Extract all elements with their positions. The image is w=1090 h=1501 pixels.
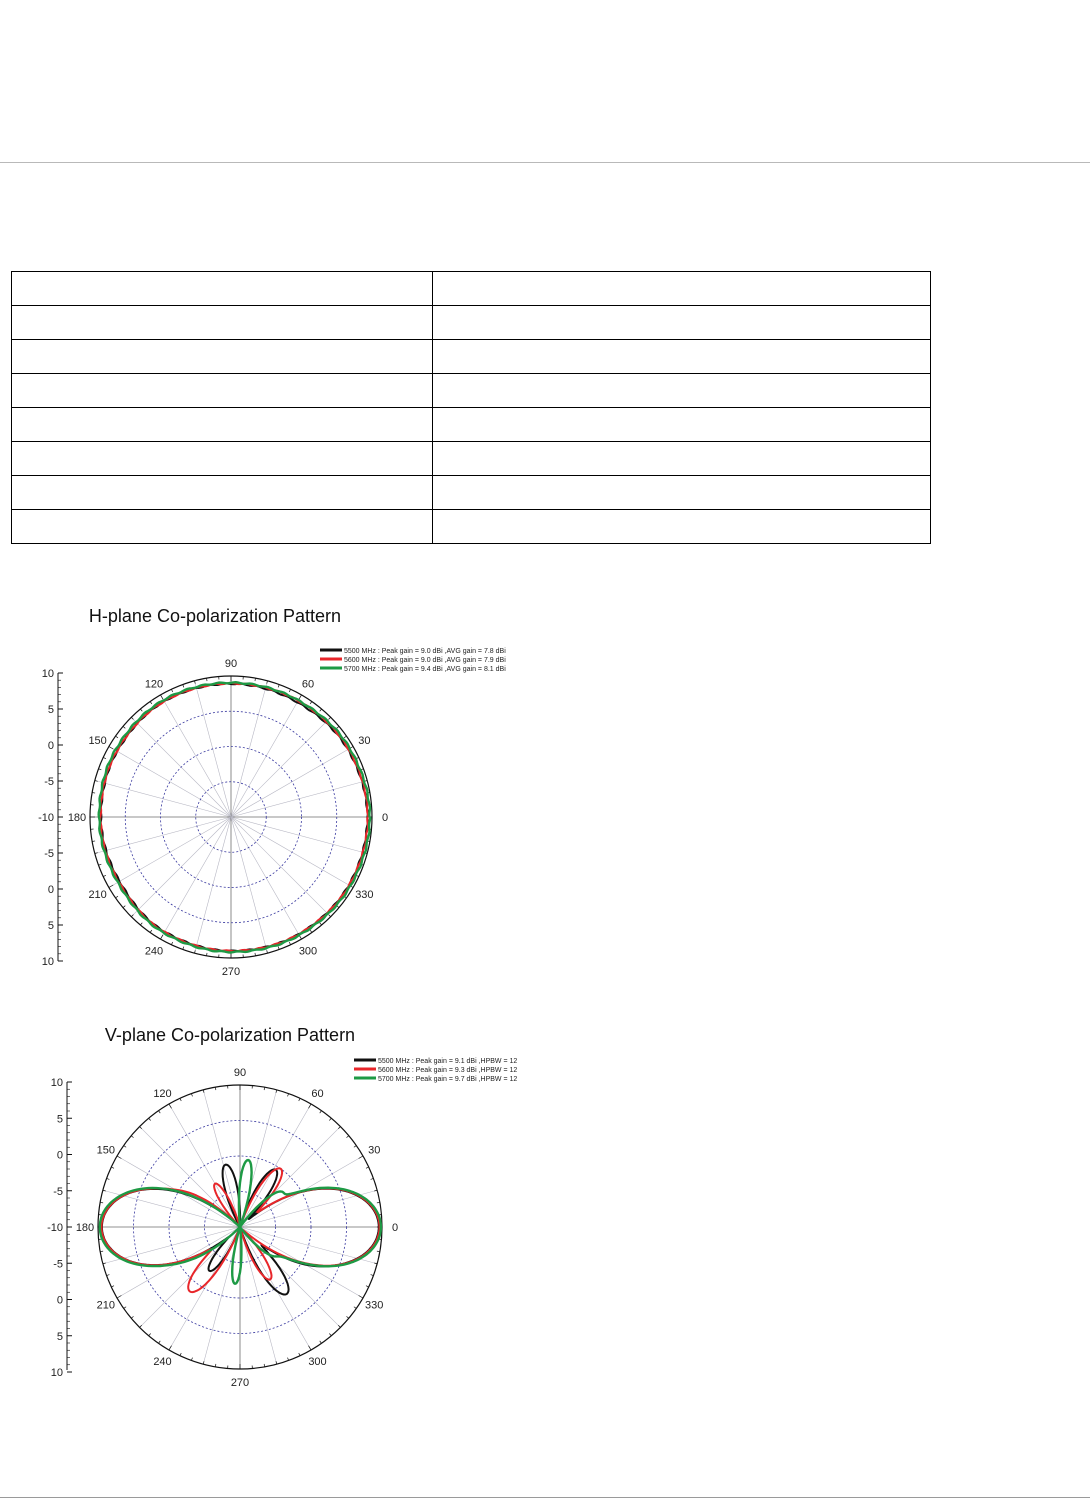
angular-tick-mark: [346, 1316, 348, 1318]
angular-tick-label: 180: [67, 812, 87, 824]
angular-tick-label: 210: [96, 1299, 115, 1312]
radial-tick-label: 10: [41, 956, 54, 968]
angular-tick-mark: [320, 1341, 322, 1343]
chart-title: V-plane Co-polarization Pattern: [104, 1025, 356, 1045]
angular-tick-label: 300: [308, 1356, 327, 1369]
radial-tick-label: 10: [41, 668, 54, 680]
angular-tick-mark: [149, 1118, 151, 1120]
angular-tick-label: 90: [224, 658, 238, 670]
legend-entry: 5500 MHz : Peak gain = 9.0 dBi ,AVG gain = 7.8 dBi: [344, 648, 506, 655]
legend-entry: 5500 MHz : Peak gain = 9.1 dBi ,HPBW = 12: [378, 1058, 518, 1065]
angular-tick-label: 0: [391, 1222, 399, 1234]
angular-tick-mark: [299, 1098, 300, 1101]
angular-tick-mark: [354, 1146, 356, 1148]
angular-tick-mark: [338, 1127, 340, 1129]
angular-tick-mark: [309, 1346, 312, 1350]
angular-tick-label: 210: [88, 889, 107, 901]
radial-tick-label: 10: [50, 1077, 63, 1089]
footer-divider: [0, 1497, 1090, 1498]
angular-tick-mark: [140, 1325, 142, 1327]
angular-tick-mark: [309, 1104, 312, 1108]
series-line-3: [100, 1160, 381, 1284]
angular-tick-mark: [288, 1358, 289, 1361]
radial-tick-label: -5: [44, 776, 54, 788]
angular-tick-mark: [371, 1275, 374, 1276]
angular-tick-label: 60: [301, 678, 315, 691]
radial-tick-label: 5: [56, 1113, 63, 1126]
radial-tick-label: 0: [56, 1294, 63, 1307]
angular-tick-mark: [329, 1118, 331, 1120]
angular-tick-mark: [159, 1111, 161, 1113]
radial-tick-label: 0: [47, 740, 54, 752]
radial-tick-label: 5: [47, 920, 54, 932]
angular-tick-mark: [288, 1094, 289, 1097]
angular-tick-label: 30: [358, 735, 371, 747]
angular-tick-mark: [107, 1178, 110, 1179]
radial-tick-label: 5: [47, 704, 54, 716]
polar-spoke: [240, 1227, 340, 1327]
angular-tick-mark: [131, 1136, 133, 1138]
angular-tick-label: 300: [298, 945, 318, 958]
angular-tick-mark: [124, 1307, 126, 1309]
angular-tick-mark: [180, 1098, 181, 1101]
angular-tick-label: 120: [144, 678, 164, 691]
angular-tick-mark: [299, 1353, 300, 1356]
angular-tick-label: 330: [355, 889, 374, 901]
angular-tick-mark: [117, 1296, 121, 1299]
angular-tick-label: 330: [365, 1299, 384, 1312]
radial-tick-label: -10: [47, 1222, 63, 1234]
polar-spoke: [140, 1127, 240, 1227]
angular-tick-label: 270: [230, 1377, 250, 1389]
angular-tick-mark: [180, 1353, 181, 1356]
angular-tick-label: 60: [311, 1087, 324, 1100]
radial-tick-label: 5: [56, 1330, 63, 1343]
radial-tick-label: 0: [47, 884, 54, 896]
angular-tick-mark: [338, 1325, 340, 1327]
angular-tick-mark: [359, 1296, 363, 1299]
angular-tick-mark: [111, 1167, 114, 1168]
angular-tick-label: 240: [153, 1356, 172, 1369]
angular-tick-mark: [107, 1275, 110, 1276]
legend-entry: 5600 MHz : Peak gain = 9.3 dBi ,HPBW = 12: [378, 1067, 518, 1074]
angular-tick-label: 0: [381, 812, 389, 824]
angular-tick-mark: [149, 1333, 151, 1335]
radial-tick-label: -5: [53, 1258, 63, 1271]
angular-tick-mark: [329, 1333, 331, 1335]
radial-tick-label: -5: [44, 848, 54, 860]
angular-tick-mark: [320, 1111, 322, 1113]
angular-tick-mark: [371, 1178, 374, 1179]
angular-tick-mark: [131, 1316, 133, 1318]
angular-tick-label: 90: [233, 1067, 247, 1079]
angular-tick-mark: [159, 1341, 161, 1343]
angular-tick-mark: [366, 1167, 369, 1168]
legend-entry: 5600 MHz : Peak gain = 9.0 dBi ,AVG gain = 7.9 dBi: [344, 657, 506, 664]
angular-tick-mark: [366, 1286, 369, 1287]
angular-tick-mark: [169, 1346, 172, 1350]
radial-tick-label: -5: [53, 1185, 63, 1198]
angular-tick-mark: [111, 1286, 114, 1287]
angular-tick-mark: [124, 1146, 126, 1148]
angular-tick-label: 270: [221, 966, 241, 978]
legend-entry: 5700 MHz : Peak gain = 9.4 dBi ,AVG gain = 8.1 dBi: [344, 666, 506, 673]
angular-tick-mark: [117, 1156, 121, 1159]
radial-tick-label: 0: [56, 1149, 63, 1162]
angular-tick-mark: [191, 1358, 192, 1361]
polar-spoke: [203, 1090, 240, 1227]
angular-tick-label: 150: [96, 1144, 115, 1157]
angular-tick-mark: [140, 1127, 142, 1129]
radial-tick-label: 10: [50, 1367, 63, 1379]
angular-tick-label: 150: [88, 735, 107, 747]
angular-tick-label: 180: [75, 1222, 95, 1234]
chart-title: H-plane Co-polarization Pattern: [88, 606, 342, 626]
angular-tick-label: 120: [153, 1087, 172, 1100]
polar-spoke: [240, 1227, 311, 1350]
angular-tick-mark: [354, 1307, 356, 1309]
angular-tick-mark: [346, 1136, 348, 1138]
radial-tick-label: -10: [38, 812, 54, 824]
angular-tick-mark: [359, 1156, 363, 1159]
angular-tick-mark: [191, 1094, 192, 1097]
angular-tick-mark: [169, 1104, 172, 1108]
legend-entry: 5700 MHz : Peak gain = 9.7 dBi ,HPBW = 12: [378, 1076, 518, 1083]
angular-tick-label: 30: [368, 1144, 381, 1157]
angular-tick-label: 240: [144, 945, 164, 958]
